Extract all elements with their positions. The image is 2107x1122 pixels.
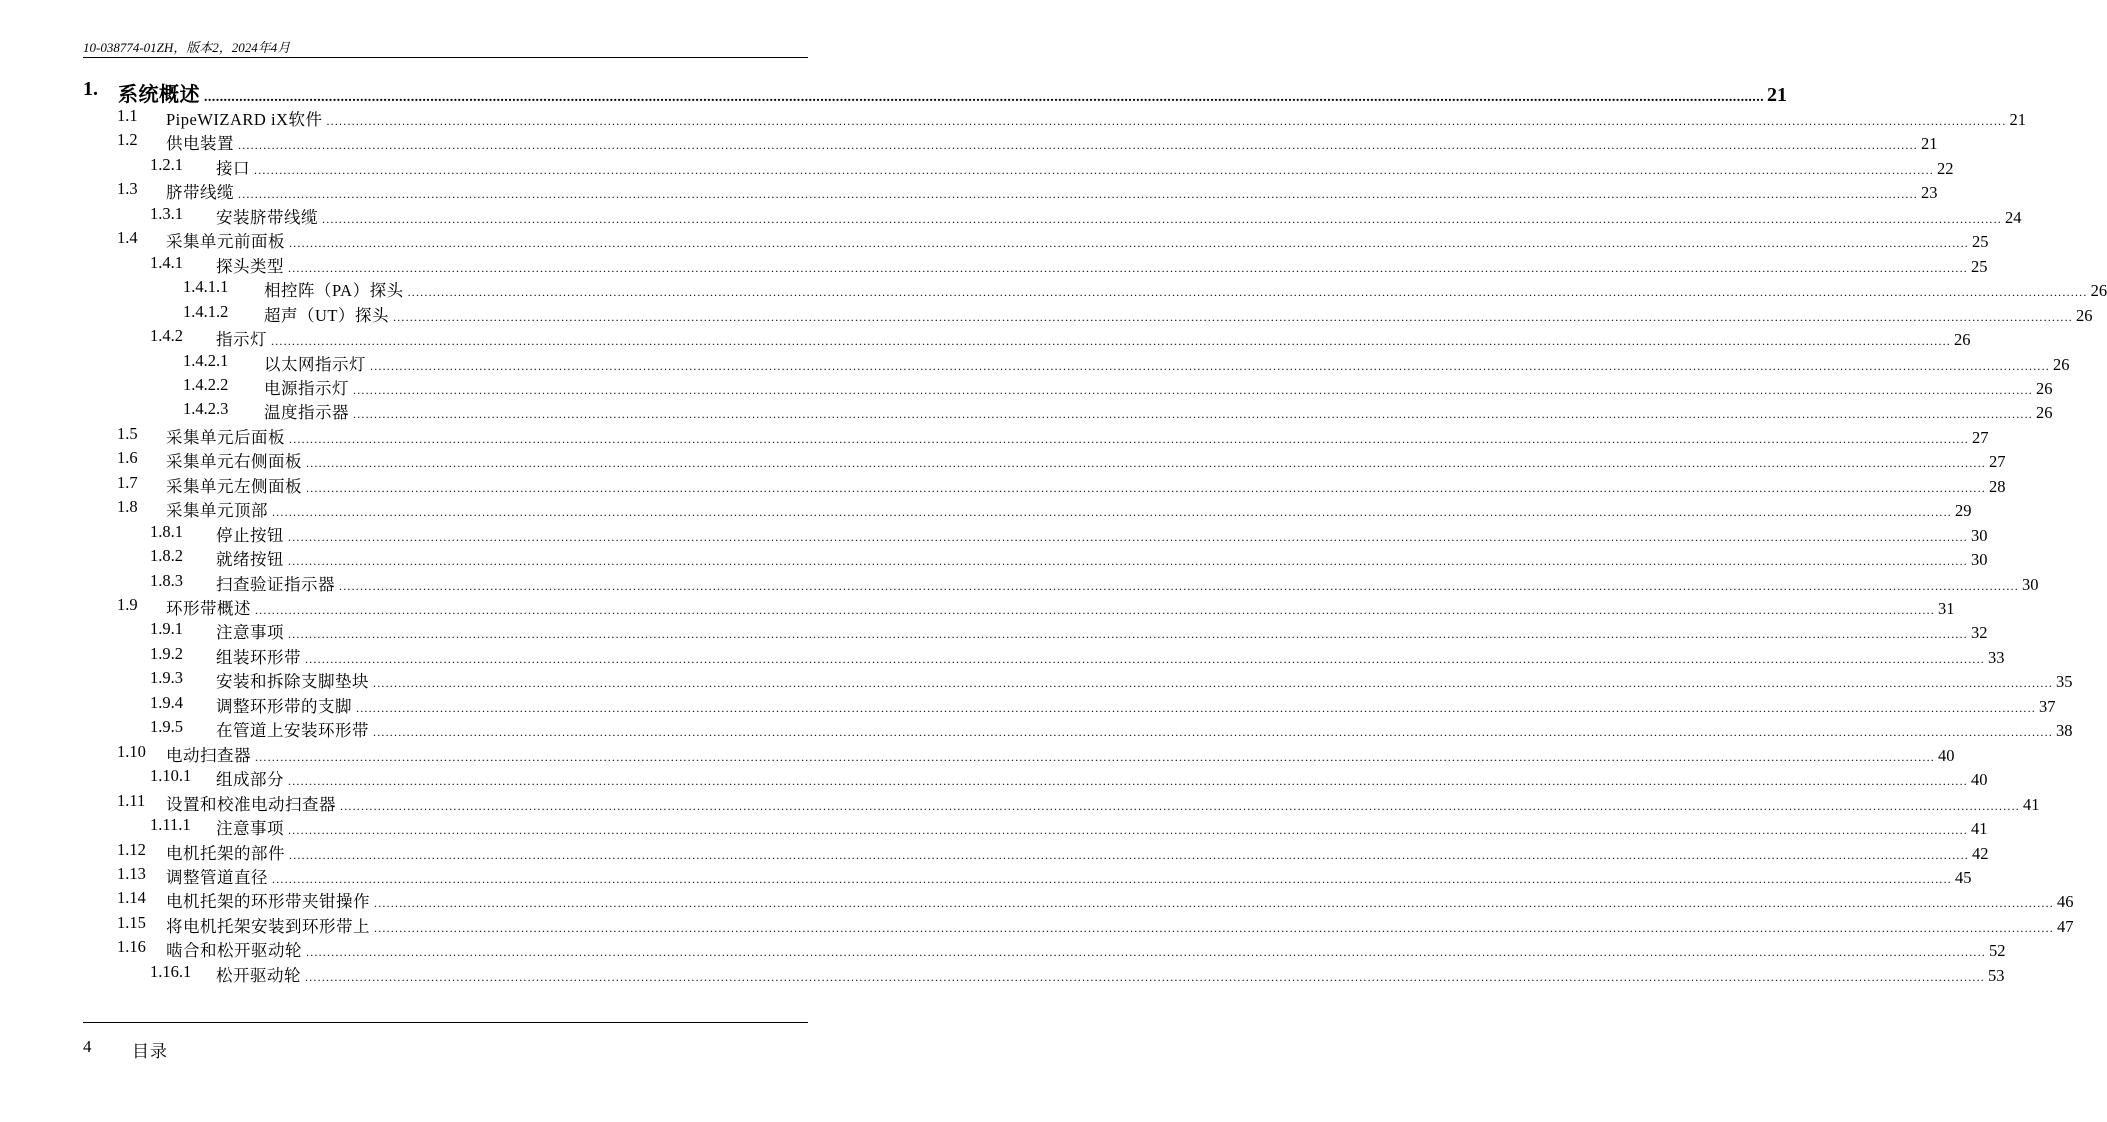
- toc-dot-leader: ................................................................................................................................................................................................................................................................................................................................................................................................................: [288, 774, 1968, 789]
- toc-dot-leader: ................................................................................................................................................................................................................................................................................................................................................................................................................: [370, 358, 2050, 373]
- toc-dot-leader: ................................................................................................................................................................................................................................................................................................................................................................................................................: [339, 578, 2019, 593]
- toc-dot-leader: ................................................................................................................................................................................................................................................................................................................................................................................................................: [373, 676, 2053, 691]
- toc-entry-page: 30: [1971, 525, 1988, 545]
- toc-entry-page: 31: [1938, 599, 1955, 618]
- toc-entry-number: 1.8.3: [150, 570, 183, 590]
- toc-entry-number: 1.1: [117, 106, 138, 125]
- toc-entry-number: 1.4.2.1: [183, 350, 229, 370]
- toc-entry-title: 组装环形带: [216, 647, 301, 667]
- toc-entry-page: 21: [1767, 84, 1787, 106]
- toc-entry[interactable]: [0, 154, 1954, 179]
- toc-entry-title: 调整管道直径: [166, 867, 268, 887]
- toc-entry[interactable]: [0, 766, 1988, 790]
- toc-entry[interactable]: [0, 78, 1787, 106]
- toc-entry-page: 40: [1971, 770, 1988, 790]
- toc-entry-number: 1.4.1.2: [183, 301, 229, 321]
- toc-entry[interactable]: [0, 423, 1989, 448]
- toc-dot-leader: ................................................................................................................................................................................................................................................................................................................................................................................................................: [305, 651, 1985, 666]
- toc-entry-number: 1.16: [117, 937, 146, 957]
- toc-entry-number: 1.9.2: [150, 643, 183, 663]
- toc-entry-title: 电源指示灯: [264, 378, 349, 398]
- toc-entry-page: 37: [2039, 696, 2056, 716]
- toc-entry-title: 停止按钮: [216, 525, 284, 545]
- toc-entry-number: 1.9.3: [150, 668, 183, 688]
- toc-dot-leader: ................................................................................................................................................................................................................................................................................................................................................................................................................: [407, 285, 2088, 300]
- toc-entry[interactable]: [0, 448, 2006, 472]
- toc-entry-number: 1.4.2: [150, 326, 183, 346]
- toc-entry-title: 采集单元顶部: [166, 501, 268, 521]
- toc-entry-page: 45: [1955, 867, 1972, 887]
- toc-entry[interactable]: [0, 497, 1972, 521]
- toc-dot-leader: ................................................................................................................................................................................................................................................................................................................................................................................................................: [356, 700, 2036, 715]
- toc-entry-title: 在管道上安装环形带: [216, 721, 369, 741]
- toc-entry-title: 相控阵（PA）探头: [264, 281, 404, 301]
- toc-entry-title: 采集单元左侧面板: [166, 476, 302, 496]
- toc-entry-page: 26: [2090, 281, 2107, 301]
- footer-page-number: 4: [83, 1037, 92, 1056]
- toc-dot-leader: ................................................................................................................................................................................................................................................................................................................................................................................................................: [289, 431, 1969, 446]
- toc-entry-title: 注意事项: [216, 819, 284, 839]
- toc-entry[interactable]: [0, 741, 1955, 766]
- toc-dot-leader: ................................................................................................................................................................................................................................................................................................................................................................................................................: [289, 236, 1969, 251]
- toc-entry-number: 1.4.1: [150, 252, 183, 272]
- toc-entry-page: 21: [1921, 134, 1938, 154]
- toc-entry-page: 30: [1971, 550, 1988, 570]
- toc-entry-page: 52: [1989, 941, 2006, 961]
- toc-entry-title: 扫查验证指示器: [216, 574, 335, 594]
- header-rule: [83, 57, 808, 58]
- toc-entry-number: 1.8.2: [150, 546, 183, 566]
- toc-entry[interactable]: [0, 815, 1988, 839]
- toc-entry-title: 电动扫查器: [166, 745, 251, 765]
- toc-entry[interactable]: [0, 961, 2005, 986]
- toc-entry[interactable]: [0, 277, 2107, 301]
- toc-entry-page: 26: [2036, 403, 2053, 423]
- toc-entry-title: 就绪按钮: [216, 550, 284, 570]
- toc-entry-title: 采集单元后面板: [166, 427, 285, 447]
- toc-entry-page: 22: [1937, 158, 1954, 178]
- toc-entry[interactable]: [0, 717, 2073, 741]
- toc-entry-title: 脐带线缆: [166, 183, 234, 203]
- toc-entry-page: 35: [2056, 672, 2073, 692]
- toc-entry-number: 1.16.1: [150, 961, 192, 981]
- toc-entry-title: 将电机托架安装到环形带上: [166, 916, 370, 936]
- toc-entry-page: 47: [2057, 916, 2074, 936]
- document-id-header: 10-038774-01ZH，版本2，2024年4月: [83, 40, 291, 55]
- toc-entry[interactable]: [0, 374, 2053, 399]
- toc-entry-title: 指示灯: [216, 330, 267, 350]
- toc-entry[interactable]: [0, 472, 2006, 497]
- toc-entry-title: 供电装置: [166, 134, 234, 154]
- toc-entry-title: 接口: [216, 158, 250, 178]
- toc-entry-number: 1.6: [117, 448, 138, 468]
- toc-entry[interactable]: [0, 839, 1989, 864]
- toc-entry-number: 1.11.1: [150, 815, 191, 835]
- toc-entry-number: 1.4.1.1: [183, 277, 229, 297]
- toc-entry-page: 41: [1971, 819, 1988, 839]
- toc-dot-leader: ................................................................................................................................................................................................................................................................................................................................................................................................................: [373, 725, 2053, 740]
- toc-entry[interactable]: [0, 301, 2093, 326]
- toc-entry-page: 42: [1972, 843, 1989, 863]
- toc-entry[interactable]: [0, 228, 1989, 252]
- toc-entry-number: 1.14: [117, 888, 146, 908]
- toc-entry-number: 1.11: [117, 790, 146, 810]
- toc-entry-number: 1.9: [117, 595, 138, 614]
- toc-entry-number: 1.8: [117, 497, 138, 517]
- toc-entry-title: 超声（UT）探头: [264, 305, 389, 325]
- toc-entry-page: 46: [2057, 892, 2074, 912]
- toc-dot-leader: ................................................................................................................................................................................................................................................................................................................................................................................................................: [288, 260, 1968, 275]
- toc-entry-number: 1.2: [117, 130, 138, 150]
- toc-entry-title: 电机托架的环形带夹钳操作: [166, 892, 370, 912]
- toc-entry-title: 注意事项: [216, 623, 284, 643]
- toc-entry-page: 26: [2053, 354, 2070, 374]
- toc-dot-leader: ................................................................................................................................................................................................................................................................................................................................................................................................................: [306, 480, 1986, 495]
- toc-dot-leader: ................................................................................................................................................................................................................................................................................................................................................................................................................: [289, 847, 1969, 862]
- toc-entry[interactable]: [0, 888, 2074, 912]
- toc-entry-page: 25: [1971, 256, 1988, 276]
- toc-entry-number: 1.10.1: [150, 766, 192, 786]
- toc-entry-number: 1.9.4: [150, 692, 183, 712]
- toc-entry-page: 30: [2022, 574, 2039, 594]
- toc-dot-leader: ................................................................................................................................................................................................................................................................................................................................................................................................................: [238, 138, 1918, 153]
- toc-entry[interactable]: [0, 692, 2056, 717]
- toc-entry-title: 温度指示器: [264, 403, 349, 423]
- toc-entry-page: 25: [1972, 232, 1989, 252]
- toc-entry-page: 27: [1989, 452, 2006, 472]
- toc-dot-leader: ................................................................................................................................................................................................................................................................................................................................................................................................................: [271, 334, 1951, 349]
- toc-dot-leader: ................................................................................................................................................................................................................................................................................................................................................................................................................: [353, 382, 2033, 397]
- toc-entry[interactable]: [0, 399, 2053, 423]
- toc-entry-number: 1.4.2.3: [183, 399, 229, 419]
- toc-entry-number: 1.2.1: [150, 154, 183, 174]
- toc-dot-leader: ................................................................................................................................................................................................................................................................................................................................................................................................................: [272, 505, 1952, 520]
- toc-dot-leader: ................................................................................................................................................................................................................................................................................................................................................................................................................: [353, 407, 2033, 422]
- toc-entry[interactable]: [0, 546, 1988, 570]
- toc-entry-page: 41: [2023, 794, 2040, 814]
- toc-dot-leader: ................................................................................................................................................................................................................................................................................................................................................................................................................: [288, 823, 1968, 838]
- toc-entry[interactable]: [0, 595, 1955, 619]
- toc-entry-title: 安装脐带线缆: [216, 207, 318, 227]
- toc-entry[interactable]: [0, 912, 2074, 937]
- toc-dot-leader: ................................................................................................................................................................................................................................................................................................................................................................................................................: [255, 603, 1935, 617]
- footer-section-label: 目录: [132, 1042, 168, 1061]
- toc-entry[interactable]: [0, 350, 2070, 375]
- toc-entry-number: 1.5: [117, 423, 138, 443]
- toc-dot-leader: ................................................................................................................................................................................................................................................................................................................................................................................................................: [255, 749, 1935, 764]
- toc-dot-leader: ................................................................................................................................................................................................................................................................................................................................................................................................................: [374, 920, 2054, 935]
- toc-entry-page: 40: [1938, 745, 1955, 765]
- toc-entry-title: 系统概述: [118, 84, 200, 106]
- toc-entry-page: 53: [1988, 965, 2005, 985]
- toc-entry-number: 1.9.5: [150, 717, 183, 737]
- toc-entry-number: 1.: [83, 78, 98, 100]
- toc-entry-page: 26: [1954, 330, 1971, 350]
- toc-entry[interactable]: [0, 521, 1988, 546]
- toc-entry[interactable]: [0, 863, 1972, 888]
- toc-entry-page: 27: [1972, 427, 1989, 447]
- toc-dot-leader: ................................................................................................................................................................................................................................................................................................................................................................................................................: [322, 211, 2002, 226]
- toc-entry[interactable]: [0, 179, 1938, 203]
- toc-dot-leader: ................................................................................................................................................................................................................................................................................................................................................................................................................: [393, 309, 2073, 324]
- toc-entry-title: 安装和拆除支脚垫块: [216, 672, 369, 692]
- toc-dot-leader: ................................................................................................................................................................................................................................................................................................................................................................................................................: [254, 162, 1934, 177]
- toc-entry-number: 1.13: [117, 863, 146, 883]
- toc-entry-number: 1.3: [117, 179, 138, 199]
- toc-entry-title: 设置和校准电动扫查器: [166, 794, 336, 814]
- toc-entry-number: 1.4: [117, 228, 138, 248]
- toc-entry-page: 23: [1921, 183, 1938, 203]
- toc-entry-title: 采集单元右侧面板: [166, 452, 302, 472]
- toc-dot-leader: ................................................................................................................................................................................................................................................................................................................................................................................................................: [306, 945, 1986, 960]
- toc-entry-title: 电机托架的部件: [166, 843, 285, 863]
- toc-entry-number: 1.9.1: [150, 619, 183, 639]
- toc-dot-leader: ................................................................................................................................................................................................................................................................................................................................................................................................................: [340, 798, 2020, 813]
- toc-dot-leader: ................................................................................................................................................................................................................................................................................................................................................................................................................: [238, 187, 1918, 202]
- toc-entry-title: 以太网指示灯: [264, 354, 366, 374]
- toc-entry-title: PipeWIZARD iX软件: [166, 110, 323, 129]
- toc-entry-page: 24: [2005, 207, 2022, 227]
- toc-entry-title: 探头类型: [216, 256, 284, 276]
- toc-entry-title: 调整环形带的支脚: [216, 696, 352, 716]
- toc-entry-number: 1.12: [117, 839, 146, 859]
- toc-entry-page: 28: [1989, 476, 2006, 496]
- toc-entry[interactable]: [0, 326, 1971, 350]
- toc-dot-leader: ................................................................................................................................................................................................................................................................................................................................................................................................................: [305, 969, 1985, 984]
- toc-dot-leader: ................................................................................................................................................................................................................................................................................................................................................................................................................: [288, 554, 1968, 569]
- toc-entry-number: 1.3.1: [150, 203, 183, 223]
- toc-entry-title: 环形带概述: [166, 599, 251, 618]
- toc-entry[interactable]: [0, 937, 2006, 961]
- toc-entry-page: 21: [2009, 110, 2026, 129]
- toc-entry-number: 1.10: [117, 741, 146, 761]
- toc-dot-leader: ................................................................................................................................................................................................................................................................................................................................................................................................................: [204, 90, 1764, 105]
- toc-dot-leader: ................................................................................................................................................................................................................................................................................................................................................................................................................: [288, 627, 1968, 642]
- toc-dot-leader: ................................................................................................................................................................................................................................................................................................................................................................................................................: [272, 871, 1952, 886]
- toc-entry-number: 1.7: [117, 472, 138, 492]
- toc-entry-title: 组成部分: [216, 770, 284, 790]
- toc-entry[interactable]: [0, 668, 2073, 692]
- toc-entry[interactable]: [0, 619, 1988, 643]
- toc-dot-leader: ................................................................................................................................................................................................................................................................................................................................................................................................................: [306, 456, 1986, 471]
- toc-entry-page: 33: [1988, 647, 2005, 667]
- toc-entry-title: 采集单元前面板: [166, 232, 285, 252]
- toc-entry-page: 29: [1955, 501, 1972, 521]
- toc-entry[interactable]: [0, 106, 2026, 130]
- toc-entry-number: 1.15: [117, 912, 146, 932]
- toc-entry-title: 松开驱动轮: [216, 965, 301, 985]
- toc-entry[interactable]: [0, 643, 2005, 668]
- toc-entry[interactable]: [0, 130, 1938, 154]
- toc-entry-page: 38: [2056, 721, 2073, 741]
- toc-entry[interactable]: [0, 203, 2022, 228]
- toc-entry-number: 1.4.2.2: [183, 374, 229, 394]
- toc-entry-page: 26: [2076, 305, 2093, 325]
- toc-dot-leader: ................................................................................................................................................................................................................................................................................................................................................................................................................: [374, 896, 2054, 911]
- toc-entry[interactable]: [0, 790, 2040, 815]
- toc-entry-page: 26: [2036, 378, 2053, 398]
- toc-entry-page: 32: [1971, 623, 1988, 643]
- toc-entry[interactable]: [0, 570, 2039, 595]
- toc-entry-number: 1.8.1: [150, 521, 183, 541]
- toc-entry-title: 啮合和松开驱动轮: [166, 941, 302, 961]
- footer-rule: [83, 1022, 808, 1023]
- toc-dot-leader: ................................................................................................................................................................................................................................................................................................................................................................................................................: [288, 529, 1968, 544]
- toc-entry[interactable]: [0, 252, 1988, 277]
- toc-dot-leader: ................................................................................................................................................................................................................................................................................................................................................................................................................: [326, 114, 2007, 128]
